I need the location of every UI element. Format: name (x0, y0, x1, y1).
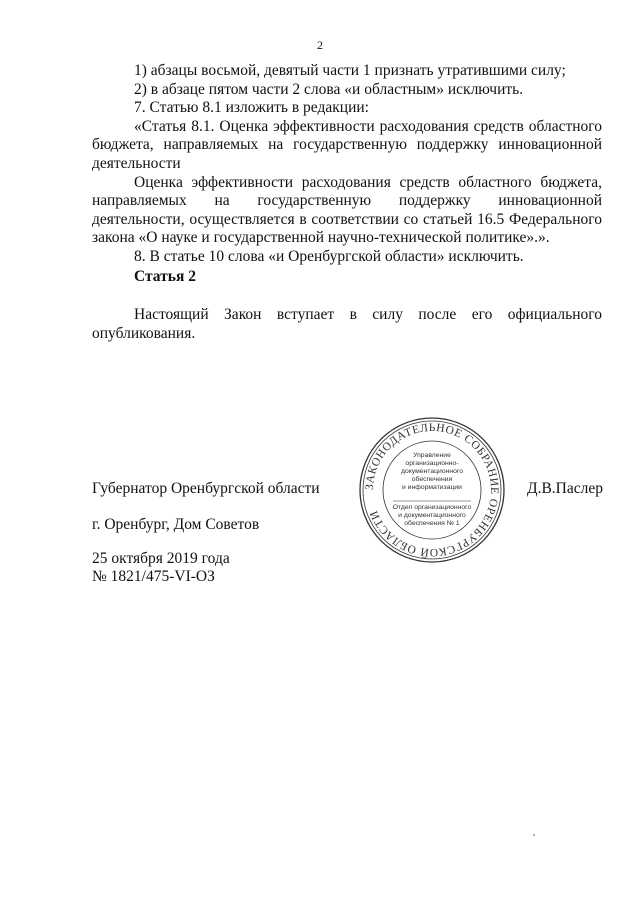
amendments-block (92, 62, 602, 267)
law-number: № 1821/475-VI-ОЗ (92, 568, 215, 585)
page-number: 2 (317, 38, 323, 52)
paragraph: 1) абзацы восьмой, девятый части 1 признать утратившими силу; (134, 62, 566, 79)
signatory-title: Губернатор Оренбургской области (92, 480, 320, 497)
article-heading: Статья 2 (134, 268, 196, 285)
stamp-ring-text: ЗАКОНОДАТЕЛЬНОЕ СОБРАНИЕ ОРЕНБУРГСКОЙ ОБЛАСТИ (363, 421, 501, 559)
official-seal-stamp (357, 415, 507, 565)
paragraph: 2) в абзаце пятом части 2 слова «и областным» исключить. (134, 80, 524, 98)
stamp-line: обеспечения № 1 (404, 520, 460, 527)
stamp-line: обеспечения (411, 476, 453, 483)
stamp-line: и документационного (398, 512, 466, 519)
article2-block (92, 306, 602, 343)
stamp-line: Отдел организационного (392, 504, 472, 511)
stamp-line: Управление (413, 452, 451, 459)
paragraph: Оценка эффективности расходования средств областного бюджета, направляемых на государственную поддержку инновационной деятельности, осуществляется в соответствии со статьей 16.5 Федерального закона «О науке и государственной научно-технической политике».». (92, 173, 602, 247)
paragraph: 7. Статью 8.1 изложить в редакции: (134, 99, 369, 117)
paragraph: 8. В статье 10 слова «и Оренбургской области» исключить. (134, 247, 524, 265)
signatory-name: Д.В.Паслер (527, 480, 603, 497)
stamp-line: документационного (400, 468, 464, 475)
stamp-line: и информатизации (402, 484, 462, 491)
place: г. Оренбург, Дом Советов (92, 516, 260, 533)
date: 25 октября 2019 года (92, 550, 230, 567)
scan-speck (533, 834, 535, 836)
stamp-line: организационно- (405, 460, 459, 467)
paragraph: «Статья 8.1. Оценка эффективности расходования средств областного бюджета, направляемых на государственную поддержку инновационной деятельности (92, 117, 602, 172)
paragraph: Настоящий Закон вступает в силу после его официального опубликования. (92, 306, 602, 342)
